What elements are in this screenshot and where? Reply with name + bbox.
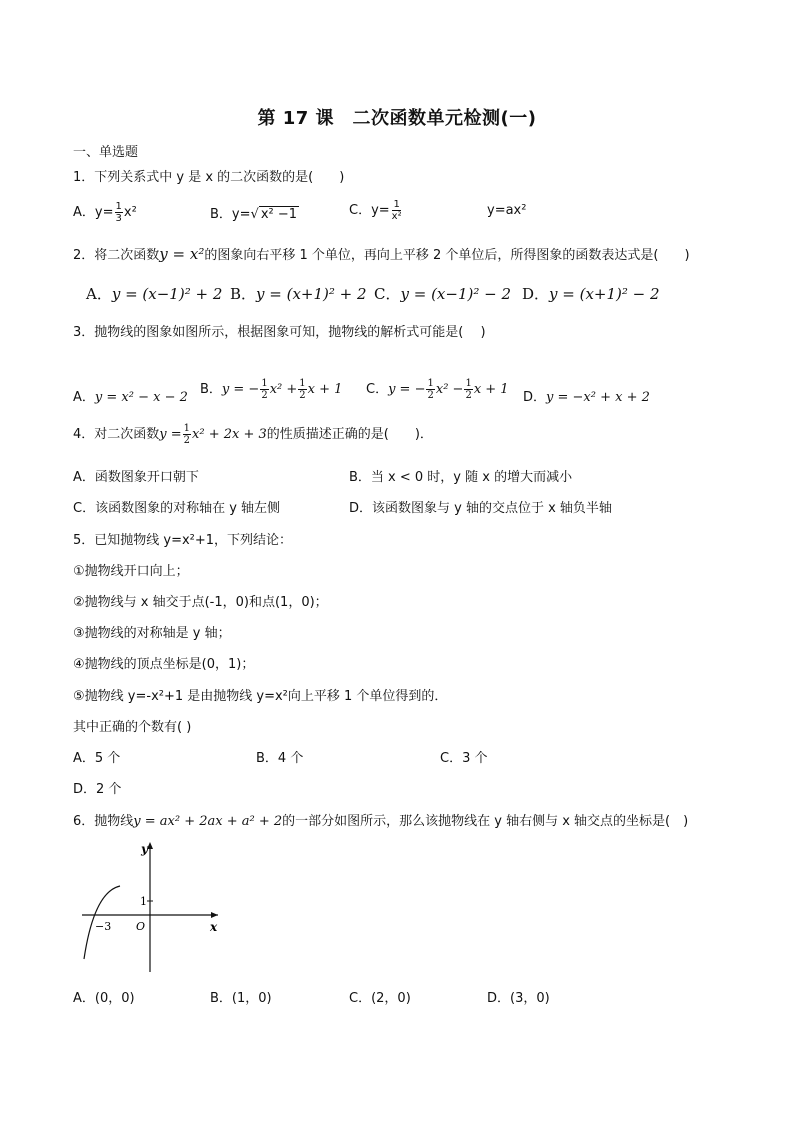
denominator: x² <box>391 211 402 222</box>
expr: y = (x+1)² + 2 <box>256 285 367 303</box>
denominator: 2 <box>183 435 191 446</box>
expr: y = x² − x − 2 <box>94 390 188 405</box>
fraction <box>426 378 434 401</box>
expr: y = − <box>221 382 260 397</box>
numerator: 1 <box>393 199 400 210</box>
fraction <box>183 423 191 446</box>
expr: y= <box>94 205 114 220</box>
question-6-option-b: B．(1，0) <box>210 991 272 1006</box>
question-5-prompt: 其中正确的个数有( ) <box>73 720 192 735</box>
question-3-stem: 3．抛物线的图象如图所示，根据图象可知，抛物线的解析式可能是( ) <box>73 325 486 340</box>
stem-text: 6．抛物线 <box>73 814 134 829</box>
question-6-stem <box>73 810 688 829</box>
question-5-option-c: C．3 个 <box>440 751 488 766</box>
numerator: 1 <box>465 378 472 389</box>
expr: y = <box>159 427 182 442</box>
question-1-stem: 1．下列关系式中 y 是 x 的二次函数的是( ) <box>73 170 345 185</box>
stem-text: 的一部分如图所示，那么该抛物线在 y 轴右侧与 x 轴交点的坐标是( ) <box>282 814 689 829</box>
expr: x² + <box>269 382 298 397</box>
question-2-stem <box>73 244 690 263</box>
option-tag: D． <box>523 390 547 405</box>
stem-text: 的性质描述正确的是( )． <box>266 427 433 442</box>
stem-text: 4．对二次函数 <box>73 427 160 442</box>
numerator: 1 <box>261 378 268 389</box>
function-expr: y = x² <box>159 245 205 263</box>
question-5-statement: ①抛物线开口向上； <box>73 564 189 579</box>
question-4-option-b: B．当 x < 0 时，y 随 x 的增大而减小 <box>349 470 573 485</box>
question-3-option-c <box>366 378 509 401</box>
x-axis-label: x <box>210 920 218 934</box>
fraction <box>115 201 123 224</box>
option-tag: C． <box>349 203 372 218</box>
question-4-option-c: C．该函数图象的对称轴在 y 轴左侧 <box>73 501 281 516</box>
function-expr: y = ax² + 2ax + a² + 2 <box>133 814 283 829</box>
option-tag: C． <box>374 285 401 303</box>
option-tag: B． <box>200 382 222 397</box>
option-tag: D． <box>522 285 550 303</box>
expr: x + 1 <box>307 382 343 397</box>
question-5-statement: ⑤抛物线 y=-x²+1 是由抛物线 y=x²向上平移 1 个单位得到的． <box>73 689 448 704</box>
question-2-option-a <box>86 283 222 304</box>
question-5-option-d: D．2 个 <box>73 782 122 797</box>
section-heading: 一、单选题 <box>73 145 139 160</box>
question-6-option-c: C．(2，0) <box>349 991 411 1006</box>
fraction <box>464 378 472 401</box>
expr: y = − <box>388 382 426 397</box>
question-4-stem <box>73 423 433 446</box>
question-1-option-d: y=ax² <box>487 203 527 218</box>
question-3-option-b <box>200 378 342 401</box>
y-tick-label: 1 <box>140 895 147 908</box>
question-3-option-a <box>73 386 188 405</box>
option-tag: A． <box>86 285 112 303</box>
expr: x² <box>123 205 137 220</box>
numerator: 1 <box>183 423 191 434</box>
stem-text: 的图象向右平移 1 个单位，再向上平移 2 个单位后，所得图象的函数表达式是( ) <box>204 248 690 263</box>
numerator: 1 <box>427 378 434 389</box>
option-tag: A． <box>73 390 95 405</box>
question-6-option-d: D．(3，0) <box>487 991 550 1006</box>
question-5-statement: ③抛物线的对称轴是 y 轴； <box>73 626 231 641</box>
expr: x² + 2x + 3 <box>192 427 267 442</box>
page-title: 第 17 课 二次函数单元检测(一) <box>257 108 537 129</box>
expr: y = −x² + x + 2 <box>546 390 650 405</box>
expr: y = (x−1)² − 2 <box>400 285 511 303</box>
fraction <box>260 378 268 401</box>
fraction <box>298 378 306 401</box>
denominator: 2 <box>299 390 306 401</box>
question-1-option-c <box>349 199 404 222</box>
option-tag: B． <box>230 285 257 303</box>
denominator: 2 <box>261 390 268 401</box>
question-5-option-b: B．4 个 <box>256 751 304 766</box>
denominator: 2 <box>427 390 434 401</box>
expr: x + 1 <box>473 382 509 397</box>
question-4-option-d: D．该函数图象与 y 轴的交点位于 x 轴负半轴 <box>349 501 612 516</box>
expr: y = (x−1)² + 2 <box>111 285 223 303</box>
question-2-option-b <box>230 283 367 304</box>
denominator: 2 <box>465 390 472 401</box>
y-axis-label: y <box>141 842 148 856</box>
numerator: 1 <box>115 201 122 212</box>
expr: x² − <box>435 382 464 397</box>
fraction <box>391 199 403 222</box>
question-1-option-a <box>73 201 137 224</box>
question-5-statement: ④抛物线的顶点坐标是(0，1)； <box>73 657 255 672</box>
radicand: x² −1 <box>260 207 298 222</box>
question-5-option-a: A．5 个 <box>73 751 121 766</box>
question-3-option-d <box>523 386 650 405</box>
question-2-option-c <box>374 283 511 304</box>
origin-label: O <box>136 920 146 933</box>
question-1-option-b: B．y=√ x² −1 <box>210 207 298 222</box>
question-2-option-d <box>522 283 660 304</box>
numerator: 1 <box>299 378 306 389</box>
expr: y = (x+1)² − 2 <box>549 285 660 303</box>
x-tick-label: −3 <box>95 920 112 933</box>
x-axis-arrow <box>211 912 218 918</box>
question-4-option-a: A．函数图象开口朝下 <box>73 470 199 485</box>
stem-text: 2．将二次函数 <box>73 248 160 263</box>
option-tag: C． <box>366 382 389 397</box>
expr: y= <box>231 207 251 222</box>
denominator: 3 <box>115 213 122 224</box>
question-5-statement: ②抛物线与 x 轴交于点(-1，0)和点(1，0)； <box>73 595 328 610</box>
question-5-stem: 5．已知抛物线 y=x²+1，下列结论： <box>73 533 293 548</box>
option-tag: B． <box>210 207 232 222</box>
option-tag: A． <box>73 205 95 220</box>
question-6-option-a: A．(0，0) <box>73 991 135 1006</box>
parabola-figure <box>78 838 228 976</box>
expr: y= <box>371 203 390 218</box>
